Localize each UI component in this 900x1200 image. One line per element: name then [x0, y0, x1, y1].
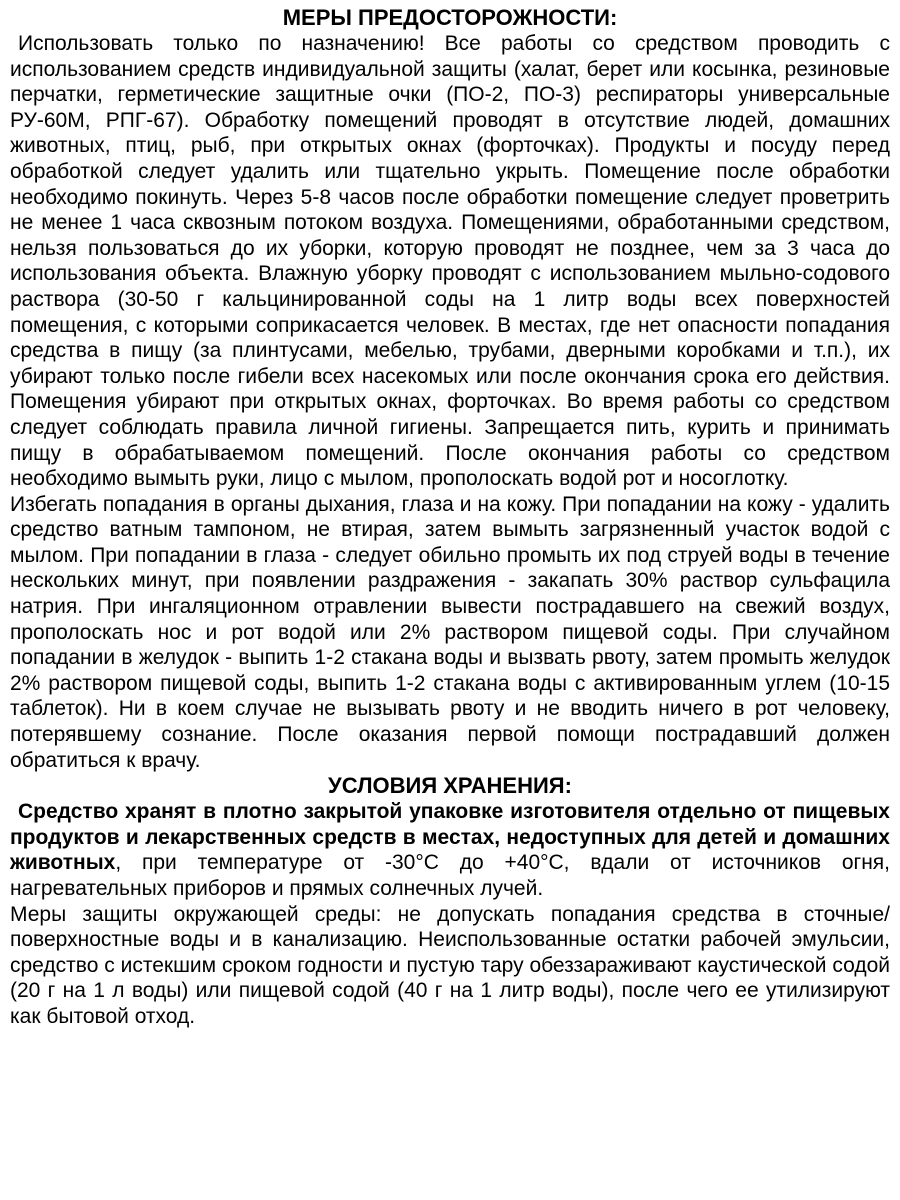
storage-regular-text: , при температуре от -30°С до +40°С, вдали от источников огня, нагревательных приборов и прямых солнечных лучей.	[10, 851, 890, 900]
first-aid-paragraph: Избегать попадания в органы дыхания, глаза и на кожу. При попадании на кожу - удалить средство ватным тампоном, не втирая, затем вымыть загрязненный участок водой с мылом. При попадании в глаза - следует обильно промыть их под струей воды в течение нескольких минут, при появлении раздражения - закапать 30% раствор сульфацила натрия. При ингаляционном отравлении вывести пострадавшего на свежий воздух, прополоскать нос и рот водой или 2% раствором пищевой соды. При случайном попадании в желудок - выпить 1-2 стакана воды и вызвать рвоту, затем промыть желудок 2% раствором пищевой соды, выпить 1-2 стакана воды с активированным углем (10-15 таблеток). Ни в коем случае не вызывать рвоту и не вводить ничего в рот человеку, потерявшему сознание. После оказания первой помощи пострадавший должен обратиться к врачу.	[10, 492, 890, 772]
precautions-paragraph: Использовать только по назначению! Все работы со средством проводить с использованием средств индивидуальной защиты (халат, берет или косынка, резиновые перчатки, герметические защитные очки (ПО-2, ПО-3) респираторы универсальные РУ-60М, РПГ-67). Обработку помещений проводят в отсутствие людей, домашних животных, птиц, рыб, при открытых окнах (форточках). Продукты и посуду перед обработкой следует удалить или тщательно укрыть. Помещение после обработки необходимо покинуть. Через 5-8 часов после обработки помещение следует проветрить не менее 1 часа сквозным потоком воздуха. Помещениями, обработанными средством, нельзя пользоваться до их уборки, которую проводят не позднее, чем за 3 часа до использования объекта. Влажную уборку проводят с использованием мыльно-содового раствора (30-50 г кальцинированной соды на 1 литр воды всех поверхностей помещения, с которыми соприкасается человек. В местах, где нет опасности попадания средства в пищу (за плинтусами, мебелью, трубами, дверными коробками и т.п.), их убирают только после гибели всех насекомых или после окончания срока его действия. Помещения убирают при открытых окнах, форточках. Во время работы со средством следует соблюдать правила личной гигиены. Запрещается пить, курить и принимать пищу в обрабатываемом помещений. После окончания работы со средством необходимо вымыть руки, лицо с мылом, прополоскать водой рот и носоглотку.	[10, 32, 890, 491]
storage-paragraph	[10, 799, 890, 901]
environment-protection-paragraph: Меры защиты окружающей среды: не допускать попадания средства в сточные/поверхностные воды и в канализацию. Неиспользованные остатки рабочей эмульсии, средство с истекшим сроком годности и пустую тару обеззараживают каустической содой (20 г на 1 л воды) или пищевой содой (40 г на 1 литр воды), после чего ее утилизируют как бытовой отход.	[10, 902, 890, 1028]
precautions-heading: МЕРЫ ПРЕДОСТОРОЖНОСТИ:	[282, 5, 618, 30]
storage-heading: УСЛОВИЯ ХРАНЕНИЯ:	[328, 773, 572, 799]
storage-bold-text: Средство хранят в плотно закрытой упаковке изготовителя отдельно от пищевых продуктов и лекарственных средств в местах, недоступных для детей и домашних животных	[10, 800, 890, 875]
